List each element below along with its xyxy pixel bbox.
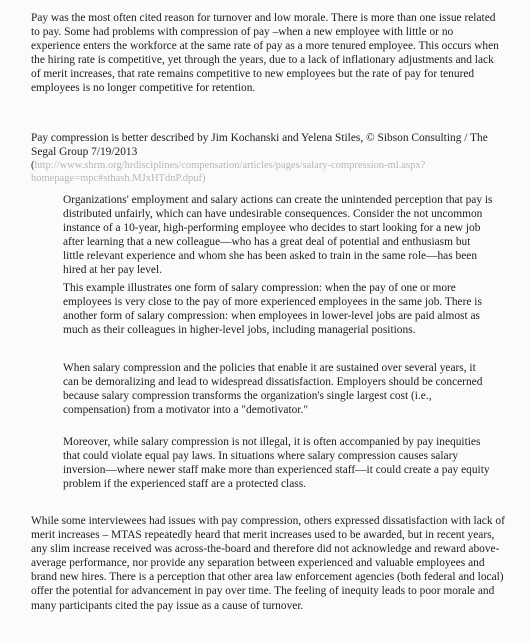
block-quote-4: Moreover, while salary compression is not illegal, it is often accompanied by pay inequities that could violate equal pay laws. In situations where salary compression causes salary inversion—where newer staff make more than experienced staff—it could create a pay equity problem if the experienced staff are a protected class. xyxy=(63,436,490,491)
block-quote-1: Organizations' employment and salary actions can create the unintended perception that pay is distributed unfairly, which can have undesirable consequences. Consider the not uncommon instance of a 10-year, high-performing employee who decides to start looking for a new job after learning that a new colleague—who has a great deal of potential and enthusiasm but little relevant experience and whom she has been asked to train in the same role—has been hired at her pay level. xyxy=(63,194,493,277)
block-quote-2: This example illustrates one form of salary compression: when the pay of one or more employees is very close to the pay of more experienced employees in the same job. There is another form of salary compression: when employees in lower-level jobs are paid almost as much as their colleagues in higher-level jobs, including managerial positions. xyxy=(63,282,482,337)
closing-paragraph: While some interviewees had issues with pay compression, others expressed dissatisfaction with lack of merit increases – MTAS repeatedly heard that merit increases used to be awarded, but in recent years, any slim increase received was across-the-board and therefore did not acknowledge and reward above-average performance, nor provide any separation between experienced and valuable employees and brand new hires. There is a perception that other area law enforcement agencies (both federal and local) offer the potential for advancement in pay over time. The feeling of inequity leads to poor morale and many participants cited the pay issue as a cause of turnover. xyxy=(31,515,505,612)
intro-paragraph: Pay was the most often cited reason for turnover and low morale. There is more than one issue related to pay. Some had problems with compression of pay –when a new employee with little or no experience enters the workforce at the same rate of pay as a more tenured employee. This occurs when the hiring rate is competitive, yet through the years, due to a lack of inflationary adjustments and lack of merit increases, that rate remains competitive to new employees but the rate of pay for tenured employees is no longer competitive for retention. xyxy=(31,12,499,95)
source-url[interactable] xyxy=(31,159,501,185)
source-url-text[interactable]: http://www.shrm.org/hrdisciplines/compensation/articles/pages/salary-compression-ml.aspx?homepage=mpc#sthash.MJxHTdnP.dpuf) xyxy=(31,160,426,184)
url-open-paren: ( xyxy=(31,160,35,171)
citation-paragraph: Pay compression is better described by Jim Kochanski and Yelena Stiles, © Sibson Consulting / The Segal Group 7/19/2013 xyxy=(31,132,488,159)
block-quote-3: When salary compression and the policies that enable it are sustained over several years, it can be demoralizing and lead to widespread dissatisfaction. Employers should be concerned because salary compression transforms the organization's single largest cost (i.e., compensation) from a motivator into a "demotivator." xyxy=(63,362,483,417)
